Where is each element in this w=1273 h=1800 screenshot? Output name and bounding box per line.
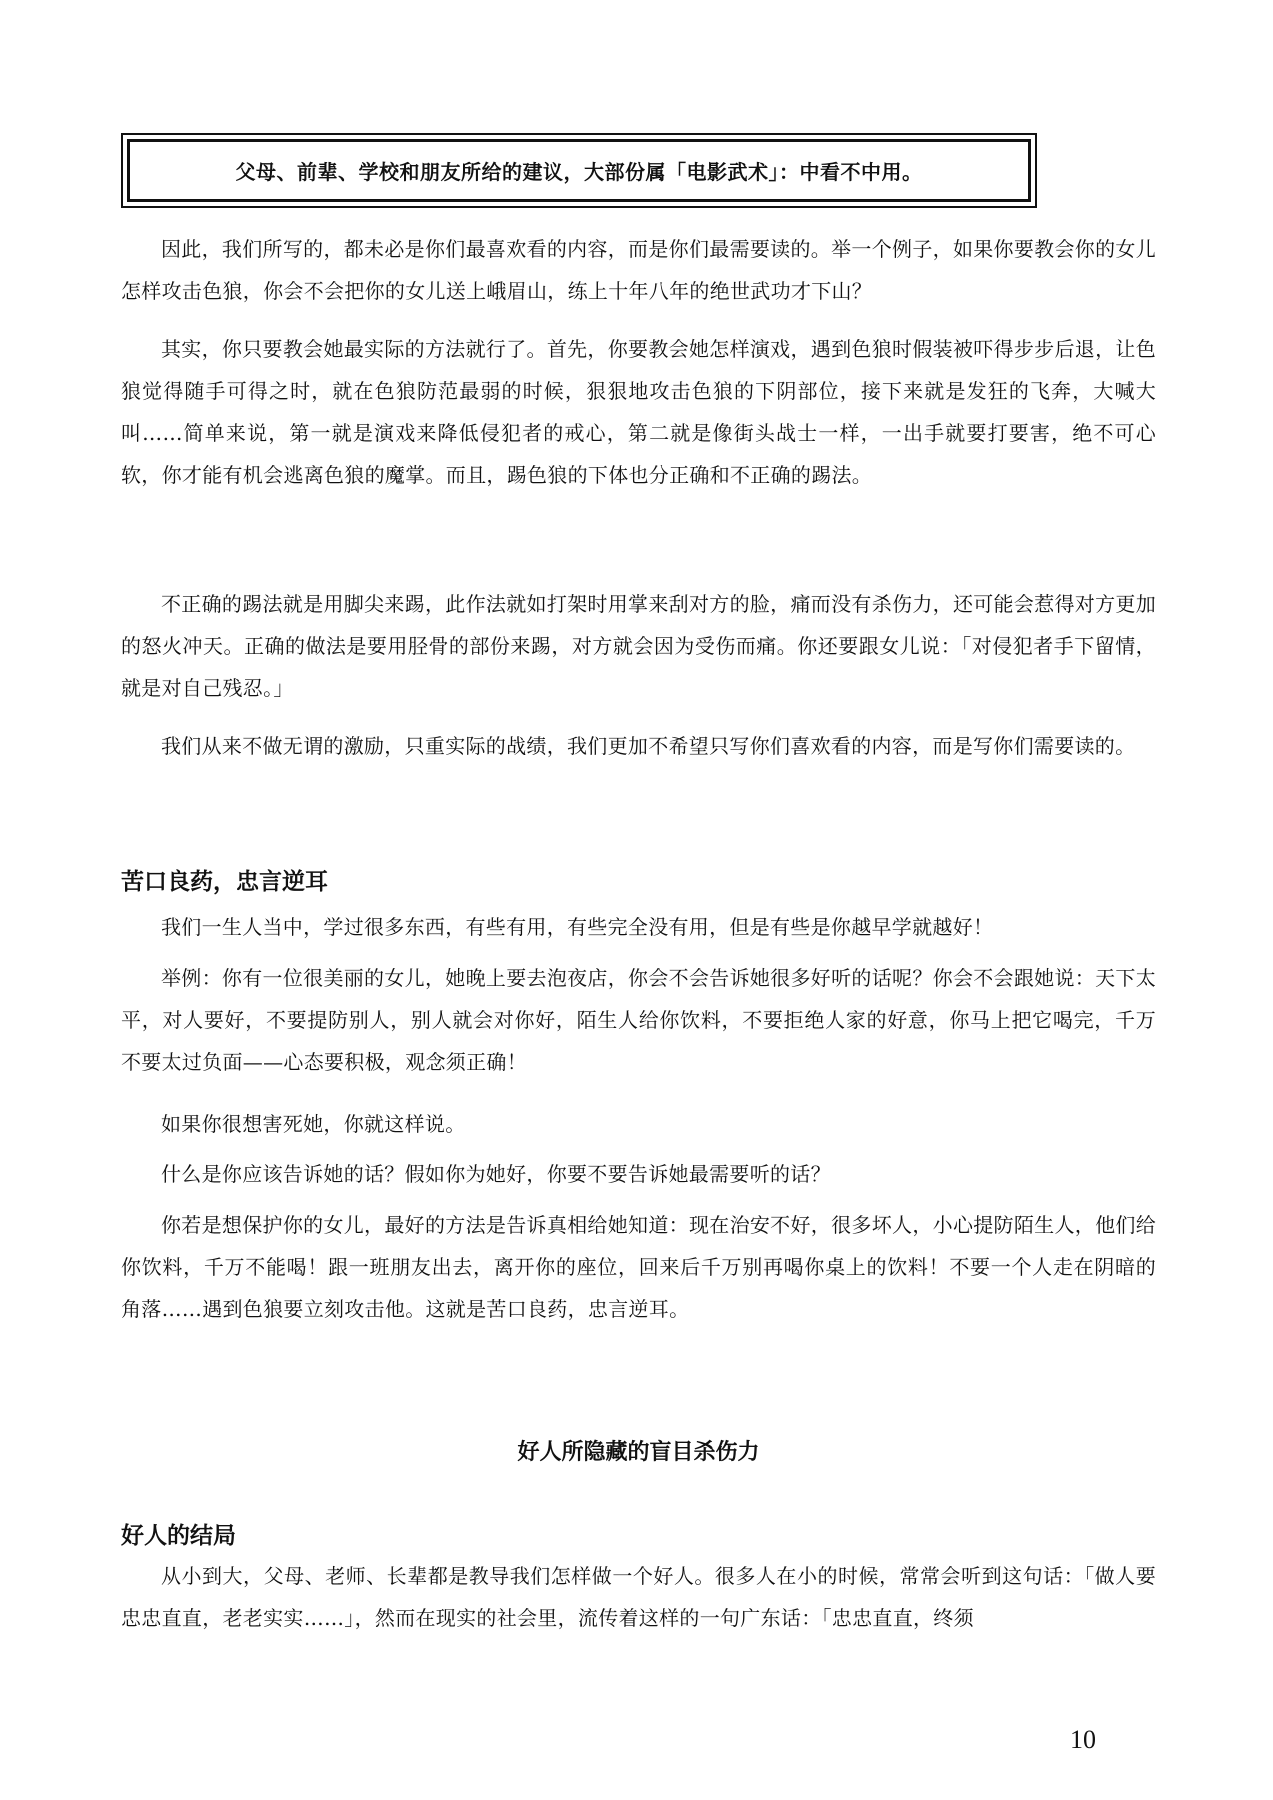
paragraph: 因此，我们所写的，都未必是你们最喜欢看的内容，而是你们最需要读的。举一个例子，如果你要教会你的女儿怎样攻击色狼，你会不会把你的女儿送上峨眉山，练上十年八年的绝世武功才下山？ xyxy=(121,237,1156,303)
section-heading: 苦口良药，忠言逆耳 xyxy=(121,869,328,895)
paragraph: 你若是想保护你的女儿，最好的方法是告诉真相给她知道：现在治安不好，很多坏人，小心提防陌生人，他们给你饮料，千万不能喝！跟一班朋友出去，离开你的座位，回来后千万别再喝你桌上的饮料！不要一个人走在阴暗的角落……遇到色狼要立刻攻击他。这就是苦口良药，忠言逆耳。 xyxy=(121,1213,1156,1321)
paragraph: 不正确的踢法就是用脚尖来踢，此作法就如打架时用掌来刮对方的脸，痛而没有杀伤力，还可能会惹得对方更加的怒火冲天。正确的做法是要用胫骨的部份来踢，对方就会因为受伤而痛。你还要跟女儿说：「对侵犯者手下留情，就是对自己残忍。」 xyxy=(121,592,1156,700)
paragraph: 举例：你有一位很美丽的女儿，她晚上要去泡夜店，你会不会告诉她很多好听的话呢？你会不会跟她说：天下太平，对人要好，不要提防别人，别人就会对你好，陌生人给你饮料，不要拒绝人家的好意，你马上把它喝完，千万不要太过负面——心态要积极，观念须正确！ xyxy=(121,966,1156,1074)
section-heading: 好人的结局 xyxy=(121,1523,236,1549)
paragraph: 我们从来不做无谓的激励，只重实际的战绩，我们更加不希望只写你们喜欢看的内容，而是写你们需要读的。 xyxy=(161,734,1136,758)
page-number: 10 xyxy=(1070,1725,1096,1754)
callout-text: 父母、前辈、学校和朋友所给的建议，大部份属「电影武术」：中看不中用。 xyxy=(127,139,1031,202)
paragraph: 什么是你应该告诉她的话？假如你为她好，你要不要告诉她最需要听的话？ xyxy=(161,1162,831,1186)
paragraph: 从小到大，父母、老师、长辈都是教导我们怎样做一个好人。很多人在小的时候，常常会听到这句话：「做人要忠忠直直，老老实实……」，然而在现实的社会里，流传着这样的一句广东话：「忠忠直直，终须 xyxy=(121,1564,1156,1630)
paragraph: 其实，你只要教会她最实际的方法就行了。首先，你要教会她怎样演戏，遇到色狼时假装被吓得步步后退，让色狼觉得随手可得之时，就在色狼防范最弱的时候，狠狠地攻击色狼的下阴部位，接下来就是发狂的飞奔，大喊大叫……简单来说，第一就是演戏来降低侵犯者的戒心，第二就是像街头战士一样，一出手就要打要害，绝不可心软，你才能有机会逃离色狼的魔掌。而且，踢色狼的下体也分正确和不正确的踢法。 xyxy=(121,337,1156,487)
paragraph: 我们一生人当中，学过很多东西，有些有用，有些完全没有用，但是有些是你越早学就越好！ xyxy=(161,915,994,939)
chapter-title: 好人所隐藏的盲目杀伤力 xyxy=(517,1440,760,1465)
paragraph: 如果你很想害死她，你就这样说。 xyxy=(161,1112,466,1136)
callout-box xyxy=(121,133,1037,208)
